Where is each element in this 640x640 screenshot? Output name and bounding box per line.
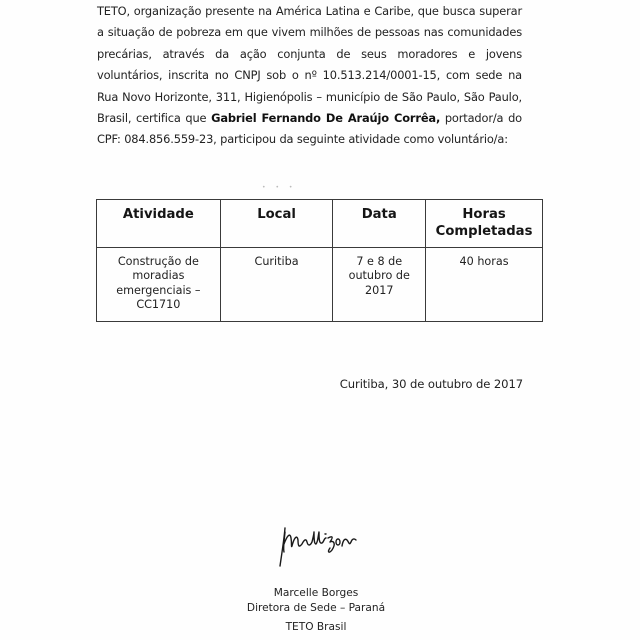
activity-table-header-row bbox=[97, 200, 543, 248]
scan-artifact-dots: • • • bbox=[262, 184, 297, 191]
header-horas-line-2: Completadas bbox=[435, 224, 533, 239]
data-line: outubro de bbox=[348, 269, 410, 283]
atividade-line: moradias bbox=[132, 269, 185, 283]
table-row bbox=[97, 248, 543, 322]
activity-table bbox=[96, 199, 543, 322]
signer-organization: TETO Brasil bbox=[285, 621, 347, 633]
data-line: 2017 bbox=[364, 283, 394, 297]
data-line: 7 e 8 de bbox=[356, 255, 403, 268]
atividade-line: Construção de bbox=[117, 255, 199, 268]
atividade-line: CC1710 bbox=[136, 297, 181, 311]
cell-data bbox=[333, 248, 426, 322]
atividade-line: emergenciais – bbox=[116, 283, 201, 297]
header-horas-completadas bbox=[426, 200, 543, 248]
handwritten-signature-icon bbox=[272, 522, 362, 570]
cell-horas: 40 horas bbox=[426, 248, 543, 322]
header-horas-line-1: Horas bbox=[462, 207, 506, 222]
cell-atividade bbox=[97, 248, 221, 322]
signer-role: Diretora de Sede – Paraná bbox=[246, 602, 386, 614]
cell-local: Curitiba bbox=[220, 248, 333, 322]
place-and-date: Curitiba, 30 de outubro de 2017 bbox=[339, 377, 523, 391]
signer-name: Marcelle Borges bbox=[273, 587, 359, 599]
volunteer-name: Gabriel Fernando De Araújo Corrêa, bbox=[211, 111, 441, 126]
certificate-intro-paragraph bbox=[97, 1, 522, 151]
header-local: Local bbox=[220, 200, 333, 248]
header-data: Data bbox=[333, 200, 426, 248]
intro-text-part-2: portador/a do CPF: 084.856.559-23, participou da seguinte atividade como voluntário/a: bbox=[97, 111, 523, 147]
header-atividade: Atividade bbox=[97, 200, 221, 248]
intro-text-part-1: TETO, organização presente na América Latina e Caribe, que busca superar a situação de pobreza em que vivem milhões de pessoas nas comunidades precárias, através da ação conjunta de seus moradores e jovens voluntários, inscrita no CNPJ sob o nº 10.513.214/0001-15, com sede na Rua Novo Horizonte, 311, Higienópolis – município de São Paulo, São Paulo, Brasil, certifica que bbox=[97, 4, 522, 126]
